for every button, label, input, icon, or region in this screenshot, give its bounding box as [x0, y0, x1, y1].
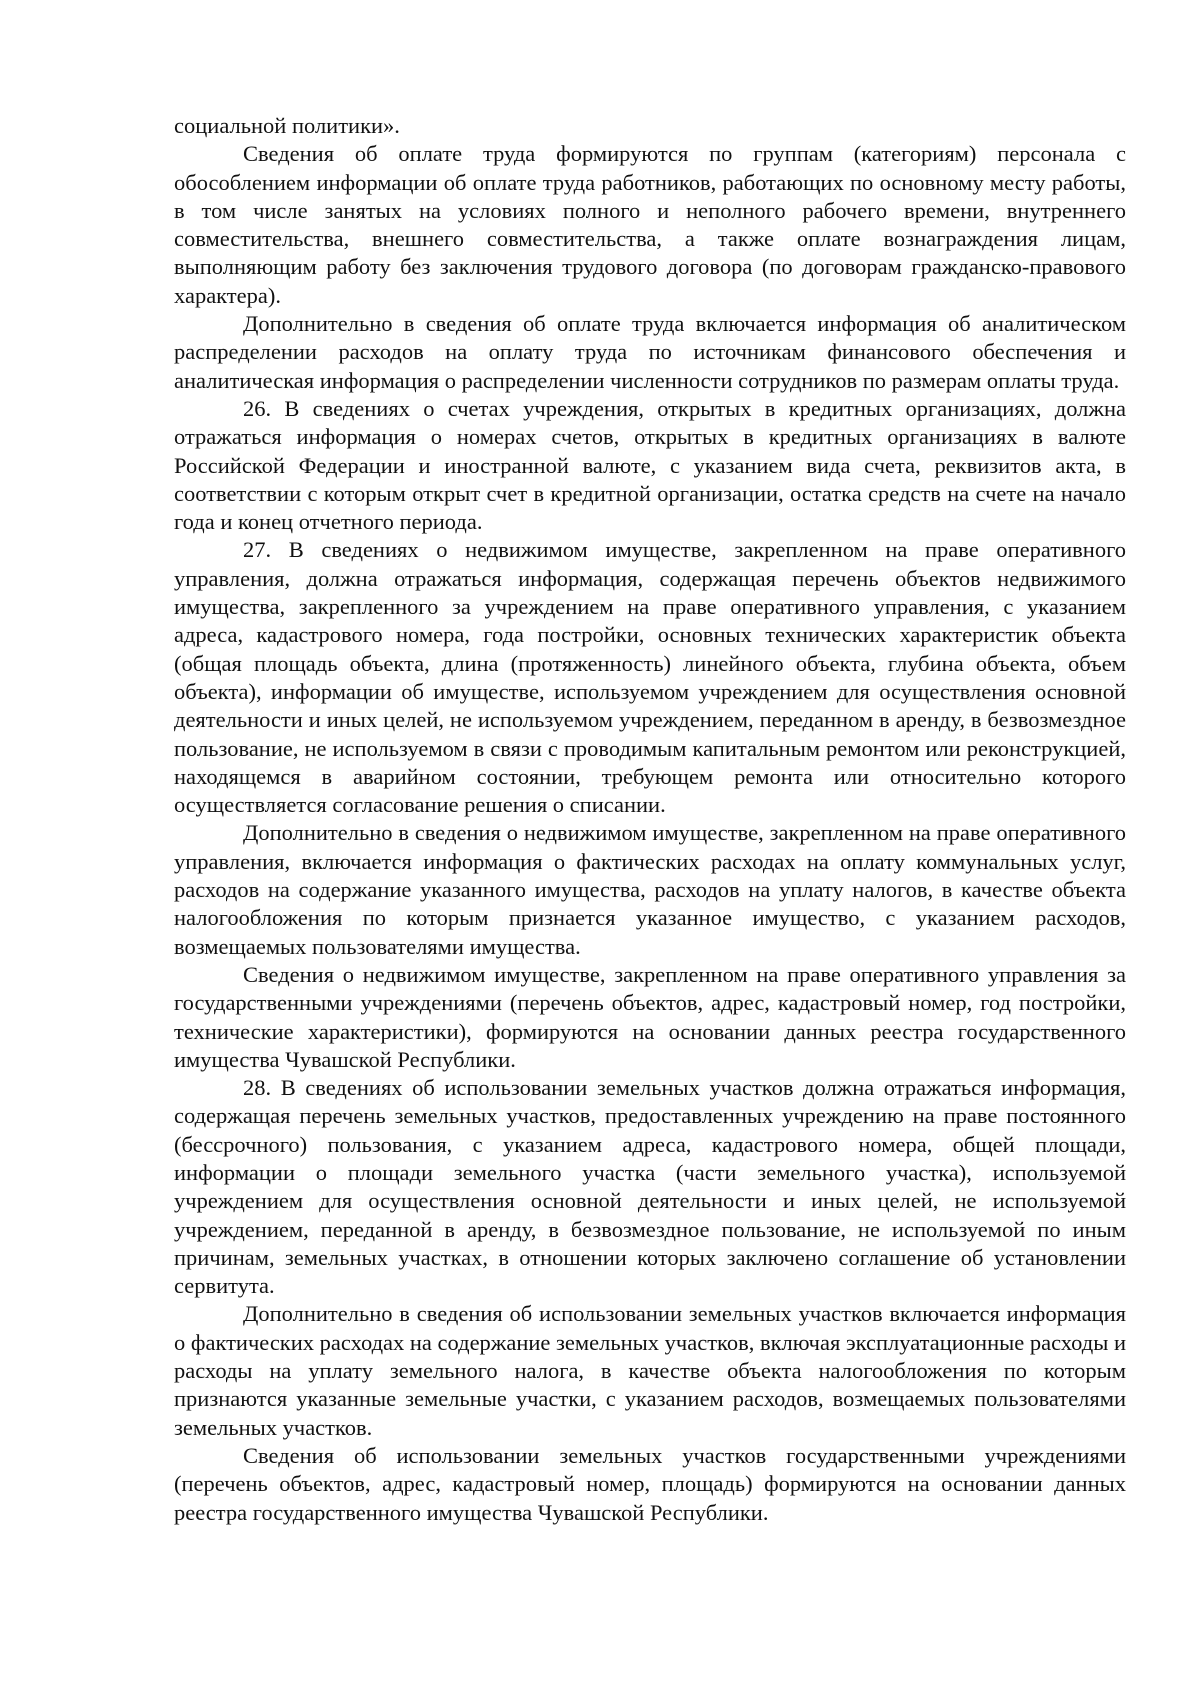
- paragraph-land-additional: Дополнительно в сведения об использовании земельных участков включается информация о фактических расходах на содержание земельных участков, включая эксплуатационные расходы и расходы на уплату земельного налога, в качестве объекта налогообложения по которым признаются указанные земельные участки, с указанием расходов, возмещаемых пользователями земельных участков.: [174, 1301, 1126, 1440]
- paragraph-salary-additional: Дополнительно в сведения об оплате труда включается информация об аналитическом распределении расходов на оплату труда по источникам финансового обеспечения и аналитическая информация о распределении численности сотрудников по размерам оплаты труда.: [174, 311, 1126, 393]
- paragraph-continuation: социальной политики».: [174, 113, 400, 138]
- paragraph-26-bank-accounts: 26. В сведениях о счетах учреждения, открытых в кредитных организациях, должна отражаться информация о номерах счетов, открытых в кредитных организациях в валюте Российской Федерации и иностранной валюте, с указанием вида счета, реквизитов акта, в соответствии с которым открыт счет в кредитной организации, остатка средств на счете на начало года и конец отчетного периода.: [174, 395, 1126, 535]
- paragraph-27-real-estate: 27. В сведениях о недвижимом имуществе, закрепленном на праве оперативного управления, должна отражаться информация, содержащая перечень объектов недвижимого имущества, закрепленного за учреждением на праве оперативного управления, с указанием адреса, кадастрового номера, года постройки, основных технических характеристик объекта (общая площадь объекта, длина (протяженность) линейного объекта, глубина объекта, объем объекта), информации об имуществе, используемом учреждением для осуществления основной деятельности и иных целей, не используемом учреждением, переданном в аренду, в безвозмездное пользование, не используемом в связи с проводимым капитальным ремонтом или реконструкцией, находящемся в аварийном состоянии, требующем ремонта или относительно которого осуществляется согласование решения о списании.: [174, 537, 1126, 818]
- document-body: [174, 112, 1126, 1527]
- paragraph-land-registry: Сведения об использовании земельных участков государственными учреждениями (перечень объектов, адрес, кадастровый номер, площадь) формируются на основании данных реестра государственного имущества Чувашской Республики.: [174, 1442, 1126, 1525]
- paragraph-salary-groups: Сведения об оплате труда формируются по группам (категориям) персонала с обособлением информации об оплате труда работников, работающих по основному месту работы, в том числе занятых на условиях полного и неполного рабочего времени, внутреннего совместительства, внешнего совместительства, а также оплате вознаграждения лицам, выполняющим работу без заключения трудового договора (по договорам гражданско-правового характера).: [174, 141, 1126, 308]
- paragraph-real-estate-registry: Сведения о недвижимом имуществе, закрепленном на праве оперативного управления за государственными учреждениями (перечень объектов, адрес, кадастровый номер, год постройки, технические характеристики), формируются на основании данных реестра государственного имущества Чувашской Республики.: [174, 961, 1126, 1072]
- paragraph-28-land-plots: 28. В сведениях об использовании земельных участков должна отражаться информация, содержащая перечень земельных участков, предоставленных учреждению на праве постоянного (бессрочного) пользования, с указанием адреса, кадастрового номера, общей площади, информации о площади земельного участка (части земельного участка), используемой учреждением для осуществления основной деятельности и иных целей, не используемой учреждением, переданной в аренду, в безвозмездное пользование, не используемой по иным причинам, земельных участках, в отношении которых заключено соглашение об установлении сервитута.: [174, 1075, 1126, 1299]
- paragraph-real-estate-additional: Дополнительно в сведения о недвижимом имуществе, закрепленном на праве оперативного управления, включается информация о фактических расходах на оплату коммунальных услуг, расходов на содержание указанного имущества, расходов на уплату налогов, в качестве объекта налогообложения по которым признается указанное имущество, с указанием расходов, возмещаемых пользователями имущества.: [174, 820, 1126, 959]
